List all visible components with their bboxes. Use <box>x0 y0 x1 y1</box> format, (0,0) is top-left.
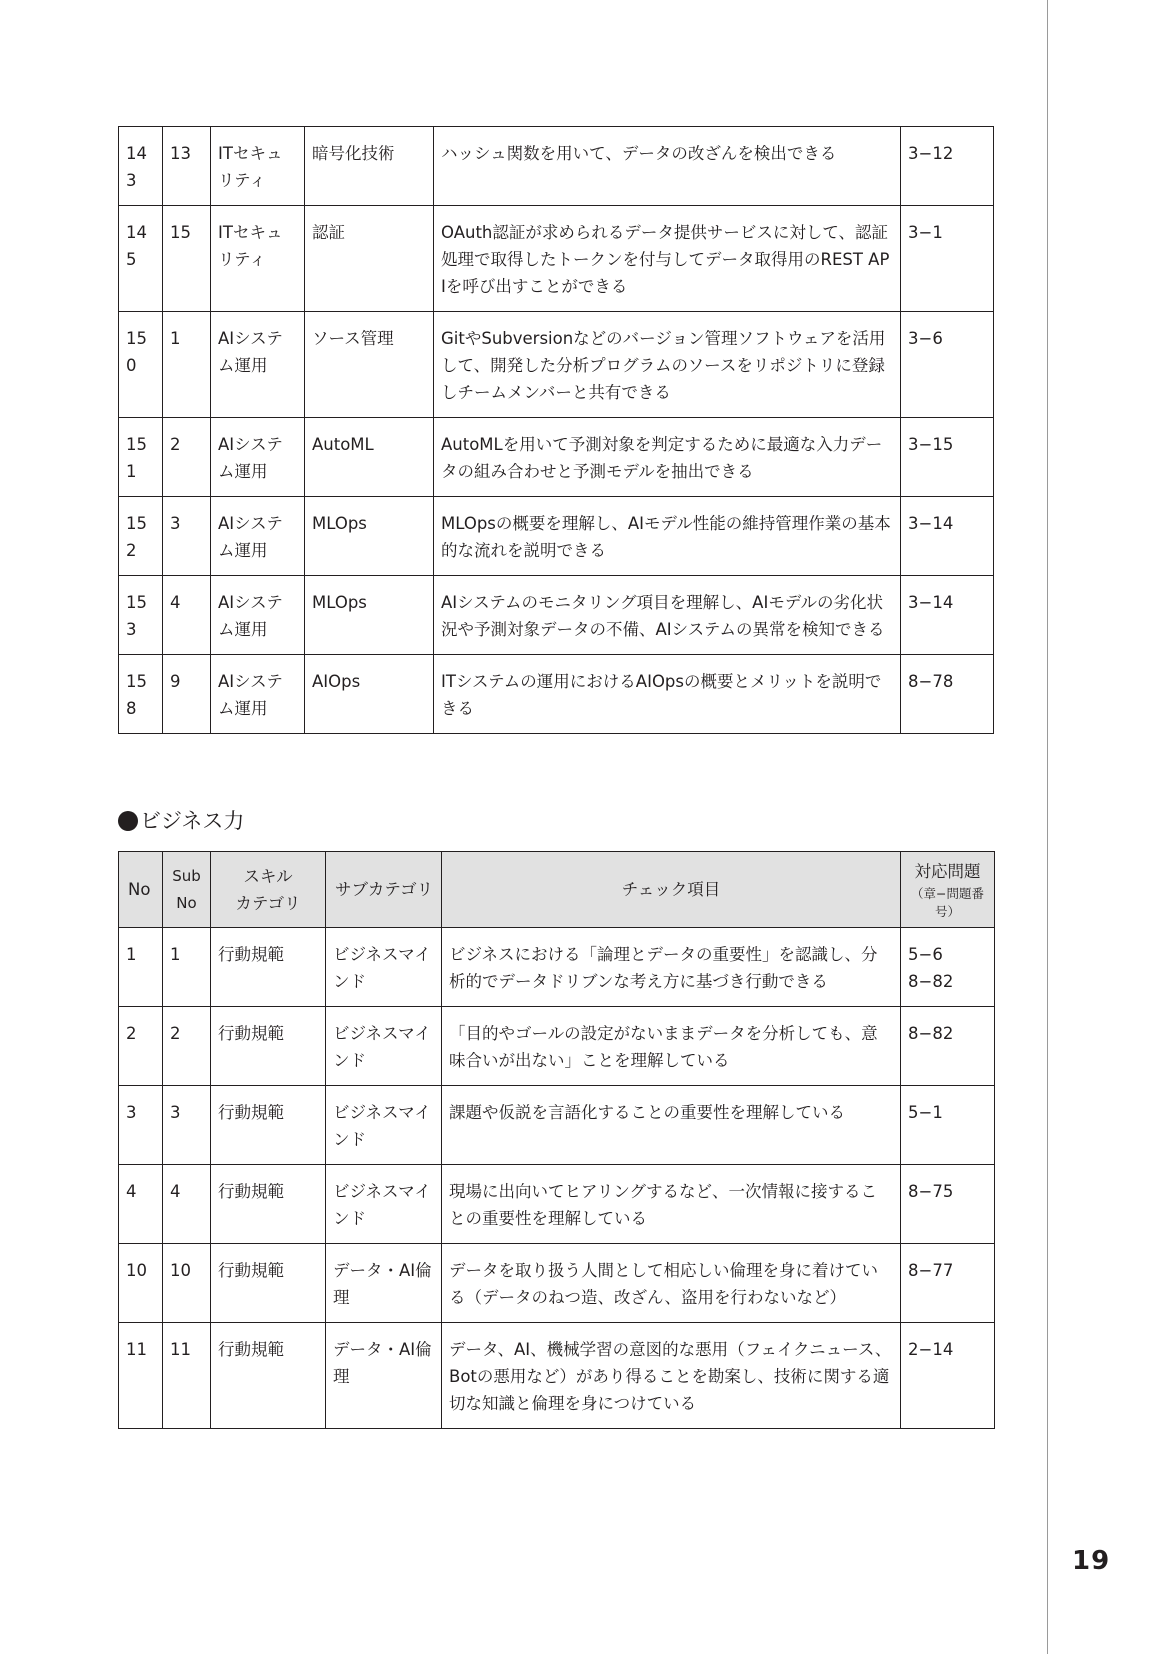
cell-check-item: OAuth認証が求められるデータ提供サービスに対して、認証処理で取得したトークンを付与してデータ取得用のREST APIを呼び出すことができる <box>434 206 901 312</box>
cell-sub-category: 暗号化技術 <box>305 127 434 206</box>
table-row <box>119 312 994 418</box>
cell-skill-category: 行動規範 <box>211 1007 326 1086</box>
cell-sub-no: 2 <box>163 418 211 497</box>
bullet-icon <box>118 811 138 831</box>
table-row <box>119 1165 995 1244</box>
cell-skill-category: ITセキュリティ <box>211 127 305 206</box>
cell-check-item: MLOpsの概要を理解し、AIモデル性能の維持管理作業の基本的な流れを説明できる <box>434 497 901 576</box>
table-row <box>119 206 994 312</box>
table-row <box>119 418 994 497</box>
cell-sub-no: 1 <box>163 312 211 418</box>
cell-sub-no: 3 <box>163 497 211 576</box>
cell-sub-category: ビジネスマインド <box>326 1165 442 1244</box>
table-row <box>119 576 994 655</box>
cell-no: 143 <box>119 127 163 206</box>
table-row <box>119 1244 995 1323</box>
section-heading-text: ビジネス力 <box>140 809 245 833</box>
cell-sub-no: 2 <box>163 1007 211 1086</box>
table-row <box>119 127 994 206</box>
cell-sub-category: AIOps <box>305 655 434 734</box>
cell-skill-category: 行動規範 <box>211 1323 326 1429</box>
cell-sub-category: ソース管理 <box>305 312 434 418</box>
cell-check-item: GitやSubversionなどのバージョン管理ソフトウェアを活用して、開発した分析プログラムのソースをリポジトリに登録しチームメンバーと共有できる <box>434 312 901 418</box>
cell-sub-no: 3 <box>163 1086 211 1165</box>
header-sub-no-line2: No <box>176 893 197 912</box>
header-check-item: チェック項目 <box>442 852 901 928</box>
cell-answer <box>901 1086 995 1165</box>
cell-check-item: ハッシュ関数を用いて、データの改ざんを検出できる <box>434 127 901 206</box>
cell-sub-category: MLOps <box>305 497 434 576</box>
cell-no: 3 <box>119 1086 163 1165</box>
cell-answer: 8−78 <box>901 655 994 734</box>
skill-table-continued <box>118 126 994 734</box>
table-header-row <box>119 852 995 928</box>
business-skill-table <box>118 851 995 1429</box>
table-row <box>119 928 995 1007</box>
header-skill-category <box>211 852 326 928</box>
cell-answer <box>901 928 995 1007</box>
cell-answer <box>901 1323 995 1429</box>
answer-ref: 8−82 <box>908 972 954 991</box>
table-row <box>119 497 994 576</box>
cell-sub-no: 4 <box>163 1165 211 1244</box>
cell-skill-category: 行動規範 <box>211 1244 326 1323</box>
cell-skill-category: AIシステム運用 <box>211 576 305 655</box>
cell-check-item: 現場に出向いてヒアリングするなど、一次情報に接することの重要性を理解している <box>442 1165 901 1244</box>
cell-no: 152 <box>119 497 163 576</box>
cell-no: 4 <box>119 1165 163 1244</box>
business-skill-table-body <box>119 928 995 1429</box>
header-sub-no-line1: Sub <box>172 866 201 885</box>
cell-skill-category: AIシステム運用 <box>211 497 305 576</box>
cell-skill-category: AIシステム運用 <box>211 655 305 734</box>
table-row <box>119 655 994 734</box>
header-skill-category-line2: カテゴリ <box>235 893 301 913</box>
table-row <box>119 1086 995 1165</box>
cell-no: 11 <box>119 1323 163 1429</box>
answer-ref: 5−6 <box>908 945 943 964</box>
cell-no: 153 <box>119 576 163 655</box>
cell-sub-category: データ・AI倫理 <box>326 1323 442 1429</box>
header-answer-line1: 対応問題 <box>914 862 981 881</box>
section-heading <box>118 806 244 836</box>
table-row <box>119 1323 995 1429</box>
cell-check-item: AutoMLを用いて予測対象を判定するために最適な入力データの組み合わせと予測モデルを抽出できる <box>434 418 901 497</box>
header-no: No <box>119 852 163 928</box>
cell-sub-no: 4 <box>163 576 211 655</box>
cell-check-item: ITシステムの運用におけるAIOpsの概要とメリットを説明できる <box>434 655 901 734</box>
cell-skill-category: ITセキュリティ <box>211 206 305 312</box>
cell-answer <box>901 1244 995 1323</box>
cell-sub-no: 9 <box>163 655 211 734</box>
cell-skill-category: AIシステム運用 <box>211 312 305 418</box>
cell-skill-category: 行動規範 <box>211 1165 326 1244</box>
cell-skill-category: 行動規範 <box>211 1086 326 1165</box>
cell-sub-category: ビジネスマインド <box>326 1007 442 1086</box>
cell-sub-no: 13 <box>163 127 211 206</box>
cell-sub-category: ビジネスマインド <box>326 1086 442 1165</box>
cell-answer: 3−14 <box>901 497 994 576</box>
cell-skill-category: AIシステム運用 <box>211 418 305 497</box>
cell-no: 158 <box>119 655 163 734</box>
cell-no: 151 <box>119 418 163 497</box>
cell-no: 10 <box>119 1244 163 1323</box>
header-sub-no <box>163 852 211 928</box>
page-number: 19 <box>1072 1546 1111 1576</box>
answer-ref: 8−82 <box>908 1024 954 1043</box>
header-sub-category: サブカテゴリ <box>326 852 442 928</box>
cell-sub-no: 15 <box>163 206 211 312</box>
cell-check-item: データを取り扱う人間として相応しい倫理を身に着けている（データのねつ造、改ざん、盗用を行わないなど） <box>442 1244 901 1323</box>
skill-table-continued-body <box>119 127 994 734</box>
cell-no: 150 <box>119 312 163 418</box>
cell-answer: 3−6 <box>901 312 994 418</box>
cell-sub-category: ビジネスマインド <box>326 928 442 1007</box>
answer-ref: 2−14 <box>908 1340 954 1359</box>
cell-sub-no: 1 <box>163 928 211 1007</box>
page-margin-rule <box>1047 0 1048 1654</box>
cell-sub-category: データ・AI倫理 <box>326 1244 442 1323</box>
cell-answer: 3−1 <box>901 206 994 312</box>
cell-no: 2 <box>119 1007 163 1086</box>
cell-answer: 3−14 <box>901 576 994 655</box>
cell-sub-no: 11 <box>163 1323 211 1429</box>
header-answer <box>901 852 995 928</box>
table-row <box>119 1007 995 1086</box>
cell-sub-category: AutoML <box>305 418 434 497</box>
answer-ref: 8−77 <box>908 1261 954 1280</box>
cell-check-item: AIシステムのモニタリング項目を理解し、AIモデルの劣化状況や予測対象データの不備、AIシステムの異常を検知できる <box>434 576 901 655</box>
answer-ref: 8−75 <box>908 1182 954 1201</box>
header-skill-category-line1: スキル <box>243 866 293 886</box>
cell-skill-category: 行動規範 <box>211 928 326 1007</box>
cell-check-item: データ、AI、機械学習の意図的な悪用（フェイクニュース、Botの悪用など）があり得ることを勘案し、技術に関する適切な知識と倫理を身につけている <box>442 1323 901 1429</box>
cell-sub-category: 認証 <box>305 206 434 312</box>
cell-no: 1 <box>119 928 163 1007</box>
cell-no: 145 <box>119 206 163 312</box>
cell-answer <box>901 1007 995 1086</box>
cell-answer <box>901 1165 995 1244</box>
cell-sub-no: 10 <box>163 1244 211 1323</box>
cell-check-item: ビジネスにおける「論理とデータの重要性」を認識し、分析的でデータドリブンな考え方に基づき行動できる <box>442 928 901 1007</box>
cell-answer: 3−15 <box>901 418 994 497</box>
cell-check-item: 「目的やゴールの設定がないままデータを分析しても、意味合いが出ない」ことを理解している <box>442 1007 901 1086</box>
answer-ref: 5−1 <box>908 1103 943 1122</box>
cell-answer: 3−12 <box>901 127 994 206</box>
cell-sub-category: MLOps <box>305 576 434 655</box>
header-answer-line2: （章−問題番号） <box>911 886 984 919</box>
cell-check-item: 課題や仮説を言語化することの重要性を理解している <box>442 1086 901 1165</box>
